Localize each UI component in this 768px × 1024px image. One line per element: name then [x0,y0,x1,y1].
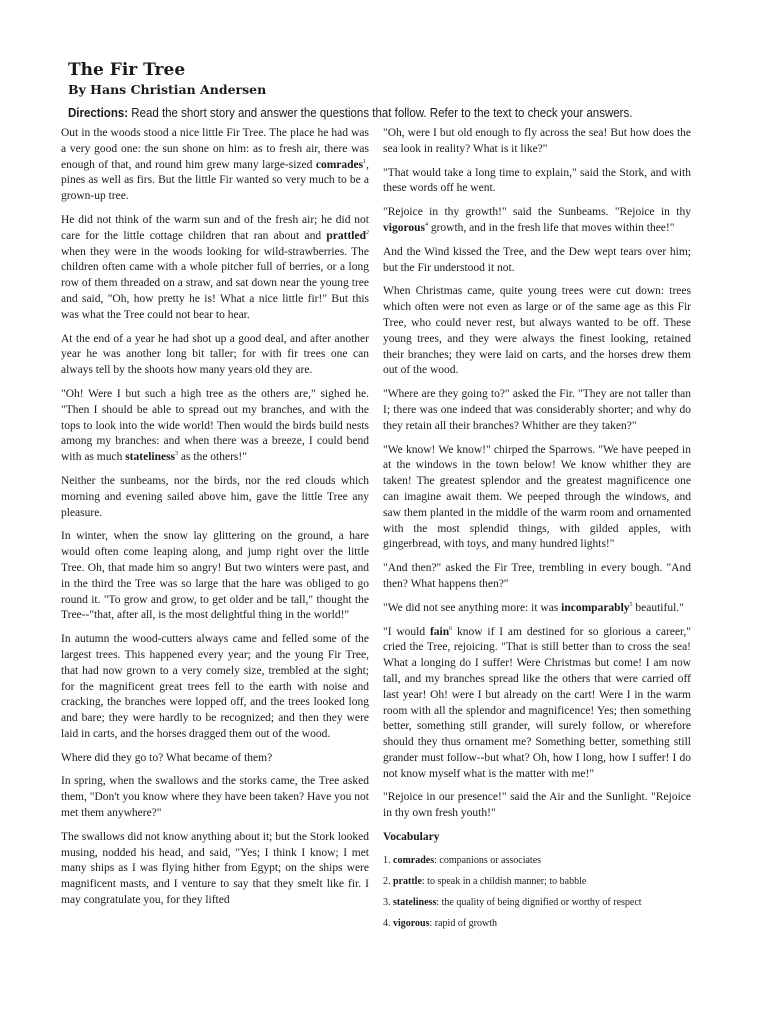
vocab-term: fain [429,625,450,638]
vocabulary-number: 1. [383,854,393,866]
vocabulary-word: comrades [393,854,435,866]
paragraph-text: "Where are they going to?" asked the Fir. "They are not taller than I; there was one indeed that was considerably shorter; and why do they retain all their branches? Whither are they taken?" [383,388,691,432]
paragraph-text: "Rejoice in our presence!" said the Air and the Sunlight. "Rejoice in thy own fresh youth!" [383,791,691,820]
footnote-marker: 1 [363,158,367,165]
right-column-body [383,126,691,822]
paragraph-text: "And then?" asked the Fir Tree, trembling in every bough. "And then? What happens then?" [383,562,691,590]
vocab-term: incomparably [561,601,630,614]
footnote-marker: 2 [366,229,369,236]
paragraph-text: When Christmas came, quite young trees were cut down: trees which often were not even as large or of the same age as this Fir Tree, who could never rest, but always wanted to be off. These young trees, and they were always the finest looking, retained their branches; they were laid on carts, and the horses drew them out of the wood. [383,285,691,377]
vocabulary-definition: : companions or associates [434,854,542,866]
story-paragraph [383,126,691,158]
paragraph-text: "Rejoice in thy growth!" said the Sunbeams. "Rejoice in thy [383,206,691,219]
story-paragraph [383,387,691,434]
vocab-term: comrades [315,158,364,171]
vocabulary-item [383,896,691,909]
vocabulary-item [383,917,691,930]
vocabulary-word: prattle [393,875,422,887]
vocabulary-heading: Vocabulary [383,831,440,844]
story-paragraph [383,166,691,198]
story-paragraph [61,332,369,379]
paragraph-text: In winter, when the snow lay glittering on the ground, a hare would often come leaping along, and jump right over the little Tree. Oh, that made him so angry! But two winters were past, and in the third the Tree was so large that the hare was obliged to go round it. "To grow and grow, to get older and be tall," thought the Tree--"that, after all, is the most delightful thing in the world!" [61,530,369,622]
paragraph-text: "That would take a long time to explain," said the Stork, and with these words off he went. [383,166,691,195]
story-paragraph [383,625,691,783]
story-paragraph [383,205,691,237]
vocabulary-definition: : rapid of growth [429,917,497,929]
paragraph-text: "I would [383,625,430,638]
story-paragraph [61,774,369,821]
vocabulary-definition: : the quality of being dignified or worthy of respect [436,896,642,908]
story-paragraph [383,284,691,379]
vocabulary-number: 3. [383,896,393,908]
footnote-marker: 5 [629,601,633,608]
directions-label: Directions: [68,106,129,120]
paragraph-text: growth, and in the fresh life that moves within thee!" [427,221,675,234]
vocabulary-list [383,854,691,930]
paragraph-text: as the others!" [178,451,247,464]
paragraph-text: "We did not see anything more: it was [383,601,562,614]
story-paragraph [61,474,369,521]
paragraph-text: "We know! We know!" chirped the Sparrows. "We have peeped in at the windows in the town below! We know whither they are taken! The greatest splendor and the greatest magnificence one can imagine await them. We peeped through the windows, and saw them planted in the middle of the warm room and ornamented with the most splendid things, with gilded apples, with gingerbread, with toys, and many hundred lights!" [383,443,691,551]
paragraph-text: Out in the woods stood a nice little Fir Tree. The place he had was a very good one: the sun shone on him: as to fresh air, there was enough of that, and round him grew many large-sized [61,127,369,171]
paragraph-text: "Oh, were I but old enough to fly across the sea! But how does the sea look in reality? What is it like?" [383,127,691,155]
directions [68,106,632,120]
story-paragraph [383,561,691,593]
paragraph-text: Neither the sunbeams, nor the birds, nor the red clouds which morning and evening sailed above him, gave the little Tree any pleasure. [61,474,369,519]
paragraph-text: , pines as well as firs. But the little Fir wanted so very much to be a grown-up tree. [61,158,369,203]
story-paragraph [61,387,369,466]
story-paragraph [383,245,691,277]
story-author: By Hans Christian Andersen [68,82,267,97]
vocabulary-definition: : to speak in a childish manner; to babble [421,875,587,887]
story-paragraph [61,751,369,767]
paragraph-text: In autumn the wood-cutters always came and felled some of the largest trees. This happened every year; and the young Fir Tree, that had now grown to a very comely size, trembled at the sight; for the magnificent great trees fell to the earth with noise and cracking, the branches were lopped off, and the trees looked long and bare; they were hardly to be recognized; and then they were laid in carts, and the horses dragged them out of the wood. [61,633,369,740]
vocabulary-word: stateliness [393,896,437,908]
story-paragraph [61,213,369,324]
paragraph-text: In spring, when the swallows and the storks came, the Tree asked them, "Don't you know where they have been taken? Have you not met them anywhere?" [61,775,369,820]
paragraph-text: And the Wind kissed the Tree, and the Dew wept tears over him; but the Fir understood it not. [383,245,691,274]
story-paragraph [383,601,691,617]
footnote-marker: 6 [449,625,453,632]
story-paragraph [61,529,369,624]
paragraph-text: He did not think of the warm sun and of the fresh air; he did not care for the little cottage children that ran about and [61,213,369,242]
vocabulary-item [383,854,691,867]
directions-text: Read the short story and answer the questions that follow. Refer to the text to check your answers. [128,106,633,120]
paragraph-text: know if I am destined for so glorious a career," cried the Tree, rejoicing. "That is still better than to cross the sea! What a longing do I suffer! Were Christmas but come! I am now tall, and my branches spread like the others that were carried off last year! Oh! were I but already on the cart! Were I in the warm room with all the splendor and magnificence! Yes; then something better, something still grander, will surely follow, or wherefore should they thus ornament me? Something better, something still grander must follow--but what? Oh, how I long, how I suffer! I do not know myself what is the matter with me!" [383,625,691,780]
story-paragraph [61,126,369,205]
story-paragraph [383,443,691,554]
vocab-term: prattled [326,229,366,242]
story-paragraph [383,790,691,822]
left-column [61,126,369,917]
vocabulary-number: 4. [383,917,393,929]
story-title: The Fir Tree [68,60,186,80]
story-paragraph [61,632,369,743]
story-paragraph [61,830,369,909]
vocabulary-number: 2. [383,875,393,887]
footnote-marker: 3 [175,451,179,458]
paragraph-text: "Oh! Were I but such a high tree as the others are," sighed he. "Then I should be able to spread out my branches, and with the tops to look into the wide world! Then would the birds build nests among my branches: and when there was a breeze, I could bend with as much [61,387,369,464]
vocabulary-item [383,875,691,888]
vocab-term: stateliness [125,451,176,464]
paragraph-text: Where did they go to? What became of them? [61,751,273,764]
paragraph-text: At the end of a year he had shot up a good deal, and after another year he was another long bit taller; for with fir trees one can always tell by the shoots how many years old they are. [61,332,369,377]
vocabulary-section [383,830,691,930]
footnote-marker: 4 [424,222,428,229]
right-column [383,126,691,938]
paragraph-text: when they were in the woods looking for wild-strawberries. The children often came with a whole pitcher full of berries, or a long row of them threaded on a straw, and sat down near the young tree and said, "Oh, how pretty he is! What a nice little fir!" But this was what the Tree could not bear to hear. [61,245,369,321]
paragraph-text: The swallows did not know anything about it; but the Stork looked musing, nodded his head, and said, "Yes; I think I know; I met many ships as I was flying hither from Egypt; on the ships were magnificent masts, and I venture to say that they smelt like fir. I may congratulate you, for they lifted [61,830,369,907]
vocab-term: vigorous [383,221,425,234]
paragraph-text: beautiful." [632,601,684,614]
vocabulary-word: vigorous [393,917,430,929]
